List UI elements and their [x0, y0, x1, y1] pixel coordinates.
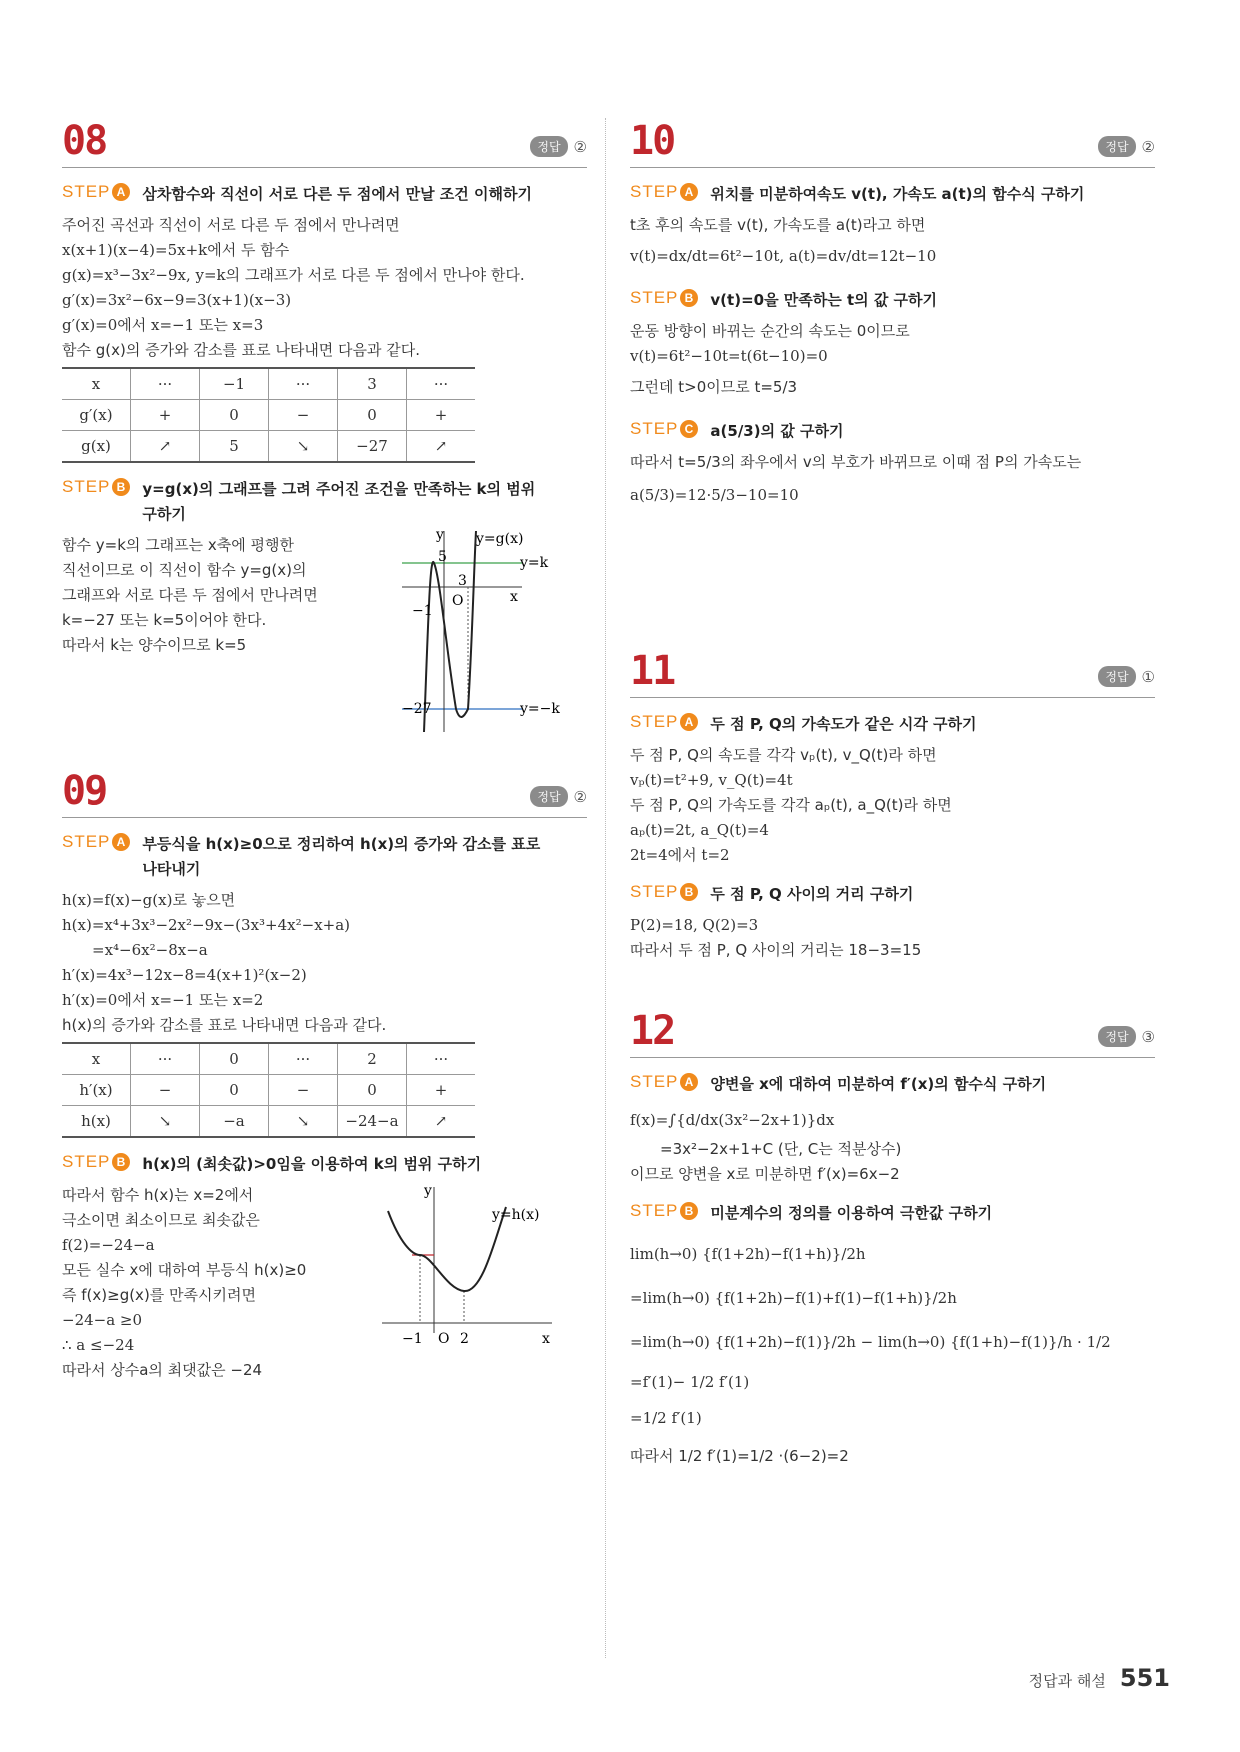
step-a: [630, 182, 1155, 207]
text-line: v(t)=dx/dt=6t²−10t, a(t)=dv/dt=12t−10: [630, 247, 937, 265]
table-cell: ↗: [407, 1106, 476, 1138]
table-cell: 3: [338, 368, 407, 400]
table-cell: g(x): [62, 431, 131, 463]
curve-label: y=g(x): [476, 531, 524, 547]
step-label: STEP A: [62, 182, 130, 202]
origin-label: O: [452, 593, 464, 609]
text-line: 따라서 1/2 f′(1)=1/2 ·(6−2)=2: [630, 1447, 849, 1465]
text-line: a(5/3)=12·5/3−10=10: [630, 486, 799, 504]
text-line: 주어진 곡선과 직선이 서로 다른 두 점에서 만나려면: [62, 216, 400, 234]
step-a: [62, 832, 587, 882]
sign-table: [62, 1042, 475, 1138]
column-divider: [605, 118, 606, 1658]
step-title: v(t)=0을 만족하는 t의 값 구하기: [710, 291, 938, 309]
value-3-label: 3: [458, 573, 467, 589]
left-column: [62, 115, 587, 1383]
step-title: 두 점 P, Q 사이의 거리 구하기: [710, 885, 914, 903]
step-b-body: [62, 527, 587, 737]
text-line: h′(x)=0에서 x=−1 또는 x=2: [62, 991, 264, 1009]
text-line: g′(x)=3x²−6x−9=3(x+1)(x−3): [62, 291, 292, 309]
text-line: 함수 y=k의 그래프는 x축에 평행한: [62, 536, 294, 554]
table-cell: ↗: [407, 431, 476, 463]
table-cell: ···: [269, 368, 338, 400]
text-line: =lim(h→0) {f(1+2h)−f(1)}/2h − lim(h→0) {f(1+h)−f(1)}/h · 1/2: [630, 1333, 1111, 1351]
table-cell: −: [269, 400, 338, 431]
step-title: a(5/3)의 값 구하기: [710, 422, 844, 440]
step-label: STEP A: [62, 832, 130, 852]
step-label: STEP C: [630, 419, 698, 439]
answer-value: ②: [573, 137, 587, 156]
answer-badge: 정답: [1098, 136, 1135, 157]
problem-header: [630, 1005, 1155, 1058]
text-line: 따라서 상수a의 최댓값은 −24: [62, 1361, 263, 1379]
problem-header: [62, 115, 587, 168]
step-label: STEP A: [630, 1072, 698, 1092]
value-minus1-label: −1: [402, 1331, 423, 1347]
step-a: [62, 182, 587, 207]
table-cell: h(x): [62, 1106, 131, 1138]
answer-value: ③: [1141, 1027, 1155, 1046]
table-cell: −27: [338, 431, 407, 463]
text-line: lim(h→0) {f(1+2h)−f(1+h)}/2h: [630, 1245, 866, 1263]
problem-header: [62, 765, 587, 818]
table-cell: −: [131, 1075, 200, 1106]
table-cell: x: [62, 368, 131, 400]
y-axis-label: y: [436, 527, 444, 543]
text-line: 따라서 t=5/3의 좌우에서 v의 부호가 바뀌므로 이때 점 P의 가속도는: [630, 453, 1082, 471]
text-line: 운동 방향이 바뀌는 순간의 속도는 0이므로: [630, 322, 910, 340]
answer: [530, 786, 587, 807]
table-cell: 0: [338, 1075, 407, 1106]
step-b-text: [62, 1183, 372, 1383]
text-line: =1/2 f′(1): [630, 1409, 702, 1427]
text-line: h(x)=f(x)−g(x)로 놓으면: [62, 891, 236, 909]
text-line: 즉 f(x)≥g(x)를 만족시키려면: [62, 1286, 256, 1304]
answer-value: ②: [1141, 137, 1155, 156]
table-cell: g′(x): [62, 400, 131, 431]
step-title: 위치를 미분하여속도 v(t), 가속도 a(t)의 함수식 구하기: [710, 185, 1085, 203]
answer-value: ①: [1141, 667, 1155, 686]
step-label: STEP A: [630, 712, 698, 732]
table-cell: h′(x): [62, 1075, 131, 1106]
table-cell: −: [269, 1075, 338, 1106]
answer: [1098, 136, 1155, 157]
step-title: y=g(x)의 그래프를 그려 주어진 조건을 만족하는 k의 범위 구하기: [142, 480, 536, 523]
answer: [1098, 666, 1155, 687]
value-5-label: 5: [438, 549, 447, 565]
answer-badge: 정답: [530, 136, 567, 157]
step-b: [62, 477, 587, 527]
table-cell: ···: [407, 368, 476, 400]
page-footer: [1029, 1664, 1170, 1692]
sign-table: [62, 367, 475, 463]
upper-line-label: y=k: [520, 555, 549, 571]
quartic-curve: [388, 1207, 506, 1291]
y-axis-label: y: [424, 1183, 432, 1199]
text-line: ∴ a ≤−24: [62, 1336, 135, 1354]
table-cell: −a: [200, 1106, 269, 1138]
table-cell: +: [407, 400, 476, 431]
table-cell: ↘: [269, 431, 338, 463]
step-c: [630, 419, 1155, 444]
step-b: [630, 882, 1155, 907]
step-a: [630, 712, 1155, 737]
table-cell: ↘: [269, 1106, 338, 1138]
text-line: =3x²−2x+1+C (단, C는 적분상수): [660, 1140, 902, 1158]
answer: [1098, 1026, 1155, 1047]
table-cell: 0: [338, 400, 407, 431]
cubic-graph: [402, 527, 582, 737]
quartic-graph: [372, 1183, 572, 1358]
problem-number: 10: [630, 118, 675, 164]
problem-08: [62, 115, 587, 755]
table-cell: 0: [200, 400, 269, 431]
text-line: =f′(1)− 1/2 f′(1): [630, 1373, 750, 1391]
step-b: [630, 288, 1155, 313]
value-minus1-label: −1: [412, 603, 433, 619]
problem-header: [630, 645, 1155, 698]
table-cell: ···: [131, 368, 200, 400]
answer-value: ②: [573, 787, 587, 806]
text-line: 두 점 P, Q의 가속도를 각각 aₚ(t), a_Q(t)라 하면: [630, 796, 952, 814]
problem-number: 09: [62, 768, 107, 814]
right-column: [630, 115, 1155, 1476]
table-cell: 0: [200, 1075, 269, 1106]
step-title: 양변을 x에 대하여 미분하여 f′(x)의 함수식 구하기: [710, 1075, 1047, 1093]
step-b: [62, 1152, 587, 1177]
x-axis-label: x: [542, 1331, 550, 1347]
text-line: 이므로 양변을 x로 미분하면 f′(x)=6x−2: [630, 1165, 900, 1183]
step-label: STEP B: [630, 288, 698, 308]
text-line: f(x)=∫{d/dx(3x²−2x+1)}dx: [630, 1111, 835, 1129]
value-minus27-label: −27: [402, 701, 432, 717]
step-label: STEP B: [630, 882, 698, 902]
text-line: 그래프와 서로 다른 두 점에서 만나려면: [62, 586, 318, 604]
text-line: =x⁴−6x²−8x−a: [92, 941, 208, 959]
text-line: 따라서 k는 양수이므로 k=5: [62, 636, 247, 654]
problem-number: 12: [630, 1008, 675, 1054]
problem-number: 08: [62, 118, 107, 164]
footer-section: 정답과 해설: [1028, 1672, 1106, 1690]
text-line: x(x+1)(x−4)=5x+k에서 두 함수: [62, 241, 290, 259]
answer-badge: 정답: [530, 786, 567, 807]
text-line: 2t=4에서 t=2: [630, 846, 730, 864]
table-cell: +: [131, 400, 200, 431]
step-label: STEP B: [62, 1152, 130, 1172]
table-cell: x: [62, 1043, 131, 1075]
step-label: STEP A: [630, 182, 698, 202]
step-title: 미분계수의 정의를 이용하여 극한값 구하기: [710, 1204, 993, 1222]
answer-badge: 정답: [1098, 666, 1135, 687]
table-cell: ↗: [131, 431, 200, 463]
step-label: STEP B: [630, 1201, 698, 1221]
text-line: vₚ(t)=t²+9, v_Q(t)=4t: [630, 771, 793, 789]
text-line: aₚ(t)=2t, a_Q(t)=4: [630, 821, 769, 839]
problem-09: [62, 765, 587, 1383]
table-cell: −24−a: [338, 1106, 407, 1138]
table-cell: 5: [200, 431, 269, 463]
text-line: g(x)=x³−3x²−9x, y=k의 그래프가 서로 다른 두 점에서 만나야 한다.: [62, 266, 525, 284]
value-2-label: 2: [460, 1331, 469, 1347]
text-line: h(x)의 증가와 감소를 표로 나타내면 다음과 같다.: [62, 1016, 387, 1034]
table-cell: ···: [407, 1043, 476, 1075]
answer: [530, 136, 587, 157]
text-line: 두 점 P, Q의 속도를 각각 vₚ(t), v_Q(t)라 하면: [630, 746, 937, 764]
text-line: 따라서 함수 h(x)는 x=2에서: [62, 1186, 254, 1204]
step-label: STEP B: [62, 477, 130, 497]
text-line: k=−27 또는 k=5이어야 한다.: [62, 611, 267, 629]
text-line: 모든 실수 x에 대하여 부등식 h(x)≥0: [62, 1261, 307, 1279]
table-cell: ···: [269, 1043, 338, 1075]
step-title: 삼차함수와 직선이 서로 다른 두 점에서 만날 조건 이해하기: [142, 185, 532, 203]
step-b: [630, 1201, 1155, 1226]
table-cell: +: [407, 1075, 476, 1106]
table-cell: ···: [131, 1043, 200, 1075]
problem-number: 11: [630, 648, 675, 694]
text-line: 극소이면 최소이므로 최솟값은: [62, 1211, 260, 1229]
step-a: [630, 1072, 1155, 1097]
step-b-text: [62, 533, 402, 737]
text-line: −24−a ≥0: [62, 1311, 143, 1329]
step-b-body: [62, 1183, 587, 1383]
text-line: t초 후의 속도를 v(t), 가속도를 a(t)라고 하면: [630, 216, 926, 234]
problem-12: [630, 1005, 1155, 1476]
step-title: 두 점 P, Q의 가속도가 같은 시각 구하기: [710, 715, 977, 733]
step-title: h(x)의 (최솟값)>0임을 이용하여 k의 범위 구하기: [142, 1155, 482, 1173]
text-line: 직선이므로 이 직선이 함수 y=g(x)의: [62, 561, 307, 579]
curve-label: y=h(x): [492, 1207, 540, 1223]
table-cell: −1: [200, 368, 269, 400]
problem-10: [630, 115, 1155, 645]
text-line: g′(x)=0에서 x=−1 또는 x=3: [62, 316, 264, 334]
origin-label: O: [438, 1331, 450, 1347]
text-line: h′(x)=4x³−12x−8=4(x+1)²(x−2): [62, 966, 307, 984]
text-line: =lim(h→0) {f(1+2h)−f(1)+f(1)−f(1+h)}/2h: [630, 1289, 957, 1307]
text-line: f(2)=−24−a: [62, 1236, 155, 1254]
page-number: 551: [1119, 1664, 1170, 1692]
text-line: P(2)=18, Q(2)=3: [630, 916, 759, 934]
text-line: 따라서 두 점 P, Q 사이의 거리는 18−3=15: [630, 941, 922, 959]
problem-11: [630, 645, 1155, 1005]
table-cell: 0: [200, 1043, 269, 1075]
lower-line-label: y=−k: [520, 701, 560, 717]
answer-badge: 정답: [1098, 1026, 1135, 1047]
table-cell: ↘: [131, 1106, 200, 1138]
x-axis-label: x: [510, 589, 518, 605]
text-line: 그런데 t>0이므로 t=5/3: [630, 378, 798, 396]
text-line: v(t)=6t²−10t=t(6t−10)=0: [630, 347, 828, 365]
text-line: h(x)=x⁴+3x³−2x²−9x−(3x³+4x²−x+a): [62, 916, 351, 934]
text-line: 함수 g(x)의 증가와 감소를 표로 나타내면 다음과 같다.: [62, 341, 421, 359]
step-title: 부등식을 h(x)≥0으로 정리하여 h(x)의 증가와 감소를 표로 나타내기: [142, 835, 541, 878]
table-cell: 2: [338, 1043, 407, 1075]
problem-header: [630, 115, 1155, 168]
